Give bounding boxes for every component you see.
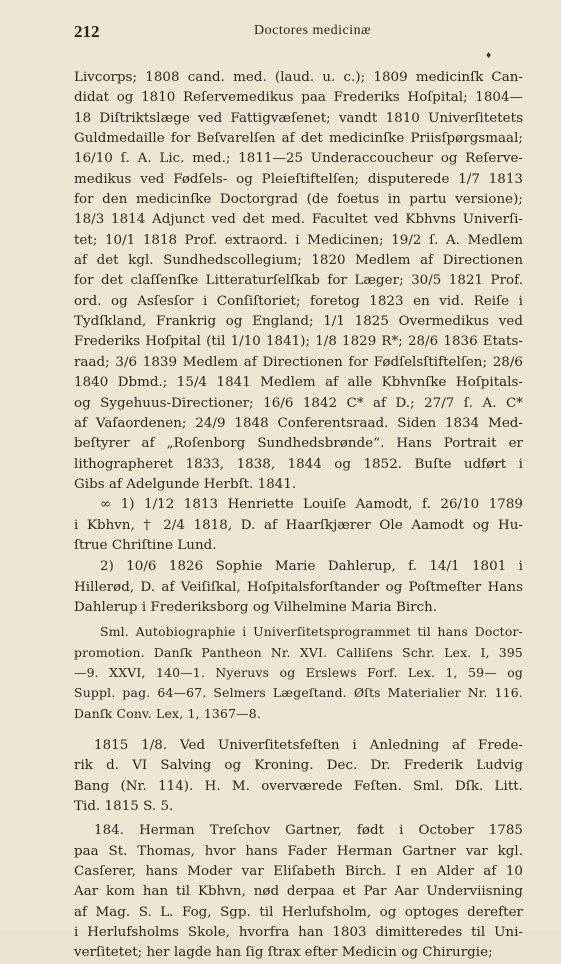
text-line: Tid. 1815 S. 5. — [74, 799, 174, 815]
text-line: Bang (Nr. 114). H. M. overværede Feſten. Sml. Dſk. Litt. — [74, 778, 523, 794]
marriage-1-paragraph — [74, 495, 523, 556]
text-line: 18/3 1814 Adjunct ved det med. Facultet ved Kbhvns Univerſi- — [74, 212, 523, 228]
text-line: Suppl. pag. 64—67. Selmers Lægeſtand. Øſts Materialier Nr. 116. — [74, 685, 523, 701]
text-line: Tydſkland, Frankrig og England; 1/1 1825 Overmedikus ved — [74, 314, 523, 330]
text-line: lithographeret 1833, 1838, 1844 og 1852. Buſte udført i — [74, 456, 523, 472]
text-line: 184. Herman Treſchov Gartner, født i October 1785 — [94, 823, 523, 839]
running-head: Doctores medicinæ — [254, 23, 371, 38]
text-line: tet; 10/1 1818 Prof. extraord. i Medicinen; 19/2 ſ. A. Medlem — [74, 232, 523, 248]
text-line: Gibs af Adelgunde Herbſt. 1841. — [74, 476, 297, 492]
text-line: 16/10 ſ. A. Lic. med.; 1811—25 Underaccoucheur og Reſerve- — [74, 151, 523, 167]
text-line: ſtrue Chriſtine Lund. — [74, 537, 217, 553]
references-paragraph — [74, 622, 523, 724]
text-line: beſtyrer af „Roſenborg Sundhedsbrønde“. Hans Portrait er — [74, 436, 523, 452]
text-line: Hillerød, D. af Veiſiſkal, Hoſpitalsforſtander og Poſtmeſter Hans — [74, 579, 523, 595]
biography-paragraph — [74, 68, 523, 495]
text-line: Danſk Conv. Lex, 1, 1367—8. — [74, 705, 261, 721]
text-line: —9. XXVI, 140—1. Nyeruvs og Erslews Forf. Lex. 1, 59— og — [74, 664, 523, 680]
text-line: af Vaſaordenen; 24/9 1848 Conferentsraad. Siden 1834 Med- — [74, 415, 523, 431]
text-line: 1815 1/8. Ved Univerſitetsfeſten i Anledning af Frede- — [94, 738, 523, 753]
text-line: 2) 10/6 1826 Sophie Marie Dahlerup, f. 14/1 1801 i — [100, 559, 523, 575]
page-body — [74, 68, 523, 964]
text-line: 1840 Dbmd.; 15/4 1841 Medlem af alle Kbhvnſke Hoſpitals- — [74, 375, 523, 391]
text-line: Sml. Autobiographie i Univerſitetsprogrammet til hans Doctor- — [100, 624, 523, 640]
text-line: ∞ 1) 1/12 1813 Henriette Louiſe Aamodt, f. 26/10 1789 — [100, 497, 523, 513]
year-1815-paragraph — [74, 736, 523, 817]
text-line: 18 Diſtriktslæge ved Fattigvæſenet; vandt 1810 Univerſitetets — [74, 110, 523, 126]
text-line: af det kgl. Sundhedscollegium; 1820 Medlem af Directionen — [74, 253, 523, 269]
text-line: rik d. VI Salving og Kroning. Dec. Dr. Frederik Ludvig — [74, 758, 523, 774]
text-line: for det claſſenſke Litteraturſelſkab for Læger; 30/5 1821 Prof. — [74, 273, 523, 289]
text-line: og Sygehuus-Directioner; 16/6 1842 C* af D.; 27/7 ſ. A. C* — [74, 395, 523, 411]
text-line: i Herlufsholms Skole, hvorfra han 1803 dimitteredes til Uni- — [74, 925, 523, 941]
text-line: Dahlerup i Frederiksborg og Vilhelmine Maria Birch. — [74, 599, 438, 615]
text-line: for den medicinſke Doctorgrad (de foetus in partu versione); — [74, 192, 523, 208]
text-line: raad; 3/6 1839 Medlem af Directionen for Fødſelsſtiftelſen; 28/6 — [74, 354, 523, 370]
text-line: af Mag. S. L. Fog, Sgp. til Herlufsholm, og optoges derefter — [74, 904, 523, 920]
page-header — [74, 22, 517, 46]
text-line: Aar kom han til Kbhvn, nød derpaa et Par Aar Underviisning — [74, 884, 523, 900]
text-line: verſitetet; her lagde han ſig ſtrax efter Medicin og Chirurgie; — [74, 945, 493, 961]
text-line: didat og 1810 Reſervemedikus paa Frederiks Hoſpital; 1804— — [74, 90, 523, 106]
text-line: Guldmedaille for Beſvarelſen af det medicinſke Priisſpørgsmaal; — [74, 131, 523, 147]
page-number: 212 — [74, 22, 100, 41]
text-line: i Kbhvn, † 2/4 1818, D. af Haarſkjærer Ole Aamodt og Hu- — [74, 517, 523, 533]
text-line: paa St. Thomas, hvor hans Fader Herman Gartner var kgl. — [74, 843, 523, 859]
ornament-mark: ♦ — [485, 51, 493, 60]
text-line: Livcorps; 1808 cand. med. (laud. u. c.); 1809 medicinſk Can- — [74, 70, 523, 85]
text-line: Casſerer, hans Moder var Eliſabeth Birch. I en Alder af 10 — [74, 864, 523, 880]
text-line: medikus ved Fødſels- og Pleieſtiftelſen; disputerede 1/7 1813 — [74, 171, 523, 187]
text-line: Frederiks Hoſpital (til 1/10 1841); 1/8 1829 R*; 28/6 1836 Etats- — [74, 334, 523, 350]
text-line: promotion. Danſk Pantheon Nr. XVI. Calliſens Schr. Lex. I, 395 — [74, 644, 523, 660]
text-line: ord. og Asſesſor i Conſiſtoriet; foretog 1823 en vid. Reiſe i — [74, 293, 523, 309]
marriage-2-paragraph — [74, 557, 523, 618]
entry-184-paragraph — [74, 821, 523, 963]
